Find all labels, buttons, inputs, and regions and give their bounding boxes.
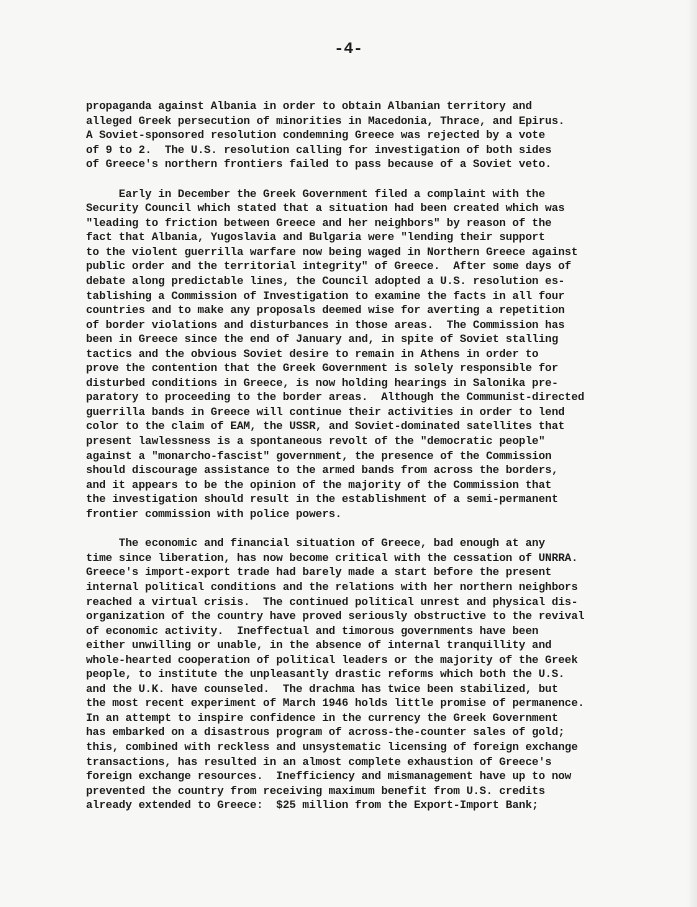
page-number: -4- <box>334 40 363 58</box>
text-line: Security Council which stated that a situation had been created which was <box>86 203 565 216</box>
text-line: tablishing a Commission of Investigation to examine the facts in all four <box>86 290 565 303</box>
paragraph <box>86 537 686 813</box>
text-line: paratory to proceeding to the border areas. Although the Communist-directed <box>86 392 585 405</box>
text-line: debate along predictable lines, the Council adopted a U.S. resolution es- <box>86 276 565 289</box>
text-line: of Greece's northern frontiers failed to pass because of a Soviet veto. <box>86 159 552 172</box>
text-line: tactics and the obvious Soviet desire to remain in Athens in order to <box>86 348 539 361</box>
text-line: this, combined with reckless and unsystematic licensing of foreign exchange <box>86 741 578 754</box>
text-line: frontier commission with police powers. <box>86 508 342 521</box>
text-line: The economic and financial situation of Greece, bad enough at any <box>86 538 546 551</box>
text-line: has embarked on a disastrous program of across-the-counter sales of gold; <box>86 727 565 740</box>
text-line: disturbed conditions in Greece, is now holding hearings in Salonika pre- <box>86 377 559 390</box>
text-line: prove the contention that the Greek Government is solely responsible for <box>86 363 559 376</box>
text-line: color to the claim of EAM, the USSR, and Soviet-dominated satellites that <box>86 421 565 434</box>
text-line: the investigation should result in the establishment of a semi-permanent <box>86 494 559 507</box>
text-line: fact that Albania, Yugoslavia and Bulgaria were "lending their support <box>86 232 546 245</box>
text-line: whole-hearted cooperation of political leaders or the majority of the Greek <box>86 654 578 667</box>
paragraph <box>86 188 686 523</box>
text-line: been in Greece since the end of January and, in spite of Soviet stalling <box>86 334 559 347</box>
text-line: should discourage assistance to the armed bands from across the borders, <box>86 465 559 478</box>
text-line: internal political conditions and the relations with her northern neighbors <box>86 581 578 594</box>
text-line: already extended to Greece: $25 million from the Export-Import Bank; <box>86 800 539 813</box>
text-line: of border violations and disturbances in those areas. The Commission has <box>86 319 565 332</box>
text-line: propaganda against Albania in order to obtain Albanian territory and <box>86 101 532 113</box>
text-line: alleged Greek persecution of minorities in Macedonia, Thrace, and Epirus. <box>86 115 565 128</box>
paragraph <box>86 100 686 173</box>
text-line: reached a virtual crisis. The continued political unrest and physical dis- <box>86 596 578 609</box>
text-line: the most recent experiment of March 1946 holds little promise of permanence. <box>86 698 585 711</box>
text-line: time since liberation, has now become critical with the cessation of UNRRA. <box>86 552 578 565</box>
text-line: to the violent guerrilla warfare now being waged in Northern Greece against <box>86 246 578 259</box>
text-line: and the U.K. have counseled. The drachma has twice been stabilized, but <box>86 683 559 696</box>
text-line: In an attempt to inspire confidence in the currency the Greek Government <box>86 712 559 725</box>
document-body <box>86 100 686 829</box>
text-line: either unwilling or unable, in the absence of internal tranquillity and <box>86 640 552 653</box>
text-line: countries and to make any proposals deemed wise for averting a repetition <box>86 305 565 318</box>
text-line: A Soviet-sponsored resolution condemning Greece was rejected by a vote <box>86 130 546 143</box>
text-line: of 9 to 2. The U.S. resolution calling for investigation of both sides <box>86 144 552 157</box>
text-line: present lawlessness is a spontaneous revolt of the "democratic people" <box>86 436 546 449</box>
text-line: guerrilla bands in Greece will continue their activities in order to lend <box>86 406 565 419</box>
text-line: against a "monarcho-fascist" government, the presence of the Commission <box>86 450 552 463</box>
text-line: Greece's import-export trade had barely made a start before the present <box>86 567 552 580</box>
text-line: "leading to friction between Greece and her neighbors" by reason of the <box>86 217 552 230</box>
text-line: transactions, has resulted in an almost complete exhaustion of Greece's <box>86 756 552 769</box>
text-line: and it appears to be the opinion of the majority of the Commission that <box>86 479 552 492</box>
text-line: of economic activity. Ineffectual and timorous governments have been <box>86 625 539 638</box>
text-line: people, to institute the unpleasantly drastic reforms which both the U.S. <box>86 669 565 682</box>
text-line: foreign exchange resources. Inefficiency and mismanagement have up to now <box>86 771 572 784</box>
text-line: public order and the territorial integrity" of Greece. After some days of <box>86 261 572 274</box>
page-edge-shadow <box>687 0 697 907</box>
text-line: prevented the country from receiving maximum benefit from U.S. credits <box>86 785 546 798</box>
text-line: Early in December the Greek Government filed a complaint with the <box>86 188 546 201</box>
text-line: organization of the country have proved seriously obstructive to the revival <box>86 611 585 624</box>
